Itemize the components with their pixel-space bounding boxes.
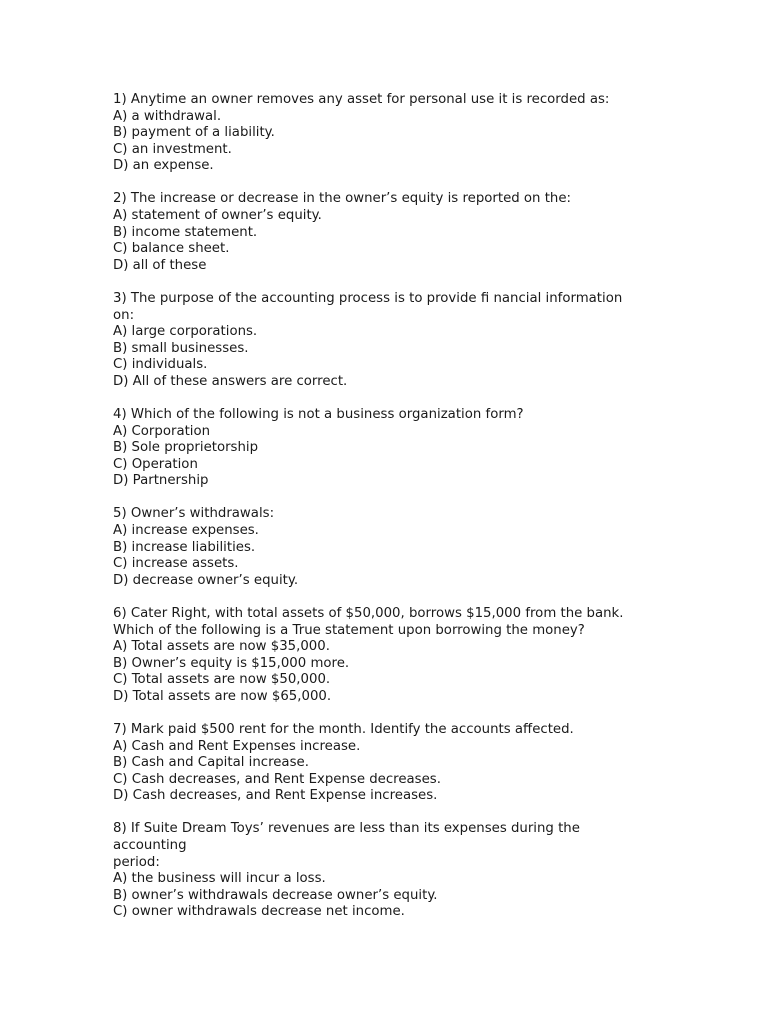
option-d: D) Total assets are now $65,000. — [113, 688, 332, 704]
option-c: C) Cash decreases, and Rent Expense decreases. — [113, 771, 441, 787]
option-b: B) payment of a liability. — [113, 125, 275, 141]
question-2 — [113, 191, 673, 274]
option-c: C) owner withdrawals decrease net income. — [113, 904, 405, 920]
question-5 — [113, 506, 673, 589]
option-b: B) Owner’s equity is $15,000 more. — [113, 655, 350, 671]
question-3 — [113, 291, 673, 391]
option-d: D) all of these — [113, 257, 207, 273]
option-a: A) Cash and Rent Expenses increase. — [113, 738, 361, 754]
option-c: C) balance sheet. — [113, 241, 230, 257]
option-a: A) statement of owner’s equity. — [113, 208, 322, 224]
question-stem-continued: period: — [113, 854, 160, 870]
option-c: C) increase assets. — [113, 556, 239, 572]
question-stem: 5) Owner’s withdrawals: — [113, 506, 275, 522]
question-stem: 2) The increase or decrease in the owner’s equity is reported on the: — [113, 191, 572, 207]
option-d: D) All of these answers are correct. — [113, 373, 348, 389]
option-b: B) increase liabilities. — [113, 539, 256, 555]
option-b: B) income statement. — [113, 224, 258, 240]
option-d: D) decrease owner’s equity. — [113, 572, 299, 588]
option-a: A) large corporations. — [113, 324, 258, 340]
question-stem: 8) If Suite Dream Toys’ revenues are less than its expenses during the — [113, 821, 580, 837]
question-6 — [113, 606, 673, 706]
question-7 — [113, 722, 673, 805]
option-b: B) owner’s withdrawals decrease owner’s equity. — [113, 887, 438, 903]
option-c: C) Operation — [113, 456, 198, 472]
question-4 — [113, 407, 673, 490]
option-a: A) the business will incur a loss. — [113, 871, 326, 887]
option-d: D) Cash decreases, and Rent Expense increases. — [113, 788, 438, 804]
option-b: B) small businesses. — [113, 340, 249, 356]
option-b: B) Sole proprietorship — [113, 440, 259, 456]
option-b: B) Cash and Capital increase. — [113, 755, 309, 771]
question-stem: 3) The purpose of the accounting process is to provide fi nancial information — [113, 290, 623, 306]
question-stem: 4) Which of the following is not a business organization form? — [113, 407, 524, 422]
question-stem: 7) Mark paid $500 rent for the month. Identify the accounts affected. — [113, 722, 574, 737]
option-a: A) Total assets are now $35,000. — [113, 639, 330, 655]
question-1 — [113, 92, 673, 175]
question-stem-continued: on: — [113, 307, 135, 323]
option-d: D) an expense. — [113, 158, 214, 174]
question-stem: 6) Cater Right, with total assets of $50,000, borrows $15,000 from the bank. — [113, 605, 624, 621]
option-a: A) Corporation — [113, 423, 211, 439]
option-c: C) Total assets are now $50,000. — [113, 672, 331, 688]
question-stem: 1) Anytime an owner removes any asset for personal use it is recorded as: — [113, 92, 610, 107]
question-8 — [113, 821, 673, 921]
question-stem-continued: Which of the following is a True statement upon borrowing the money? — [113, 622, 585, 638]
option-a: A) increase expenses. — [113, 523, 259, 539]
option-c: C) an investment. — [113, 141, 232, 157]
document-page — [113, 92, 673, 938]
option-c: C) individuals. — [113, 357, 208, 373]
option-d: D) Partnership — [113, 473, 209, 489]
option-a: A) a withdrawal. — [113, 108, 222, 124]
question-stem-continued: accounting — [113, 838, 187, 854]
